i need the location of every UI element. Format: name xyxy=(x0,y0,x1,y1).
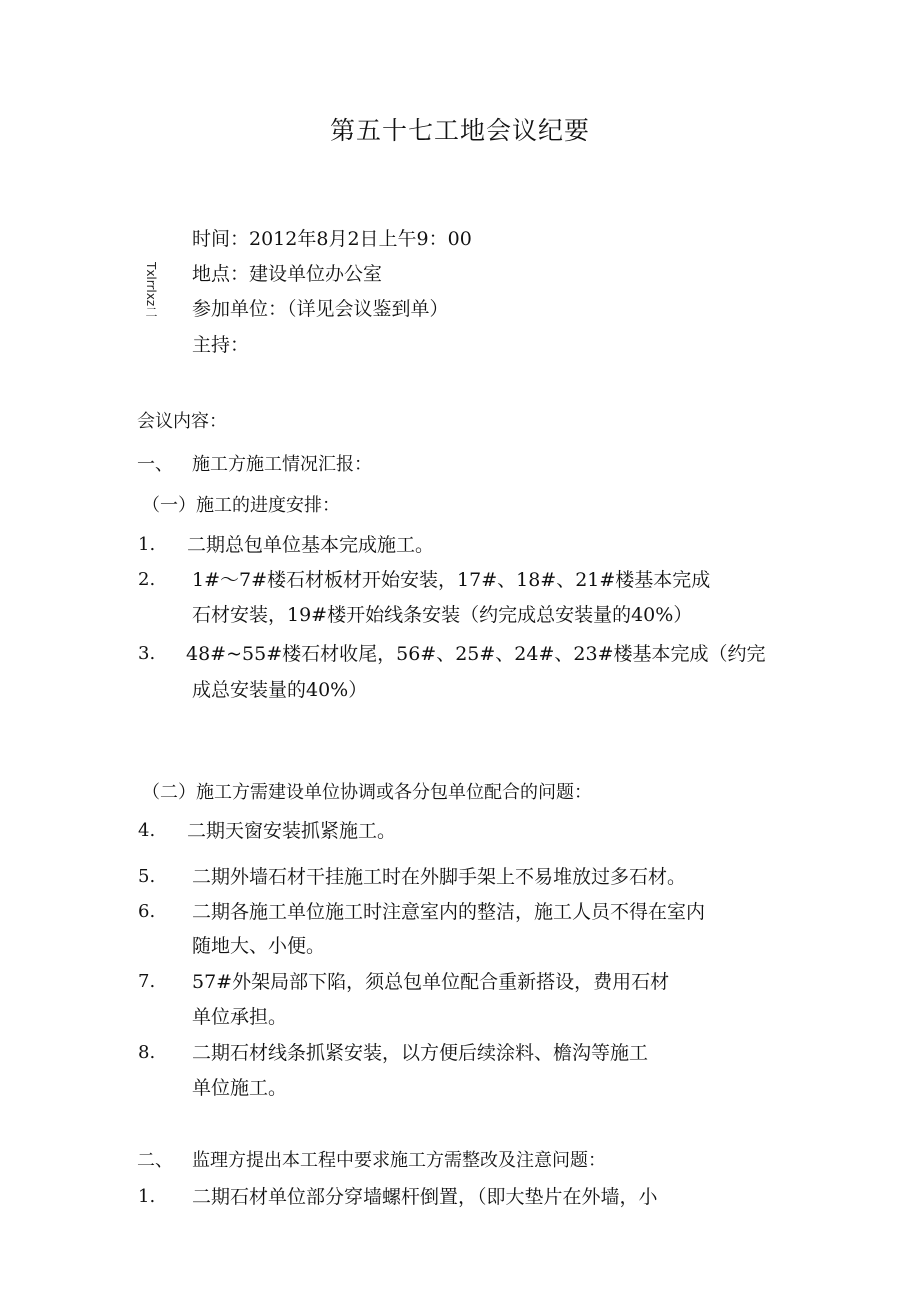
list-item-text: 石材安装，19#楼开始线条安装（约完成总安装量的40%） xyxy=(192,604,693,626)
list-item-number: 8. xyxy=(138,1042,156,1063)
list-item-number: 3. xyxy=(138,643,156,664)
list-item-number: 5. xyxy=(138,866,156,887)
meeting-time: 时间：2012年8月2日上午9：00 xyxy=(192,228,472,250)
subsection2-title: （二）施工方需建设单位协调或各分包单位配合的问题： xyxy=(142,782,592,803)
list-item-number: 1. xyxy=(138,1186,156,1207)
page-title: 第五十七工地会议纪要 xyxy=(329,116,590,145)
meeting-place: 地点：建设单位办公室 xyxy=(192,263,383,285)
list-item-number: 6. xyxy=(138,901,156,922)
list-item-text: 成总安装量的40%） xyxy=(192,679,368,701)
section1-number: 一、 xyxy=(137,454,173,475)
content-heading: 会议内容： xyxy=(137,411,227,432)
section1-title: 施工方施工情况汇报： xyxy=(192,454,372,475)
list-item-text: 1#～7#楼石材板材开始安装，17#、18#、21#楼基本完成 xyxy=(192,569,711,591)
list-item-text: 单位承担。 xyxy=(192,1006,288,1028)
list-item-number: 7. xyxy=(138,971,156,992)
list-item-text: 二期各施工单位施工时注意室内的整洁，施工人员不得在室内 xyxy=(192,901,706,923)
list-item-text: 二期天窗安装抓紧施工。 xyxy=(187,820,397,842)
list-item-number: 1. xyxy=(138,534,156,555)
meeting-attendees: 参加单位：（详见会议鉴到单） xyxy=(192,298,449,320)
subsection1-title: （一）施工的进度安排： xyxy=(142,495,340,516)
meeting-host: 主持： xyxy=(192,334,250,356)
section2-number: 二、 xyxy=(137,1150,173,1171)
list-item-text: 二期总包单位基本完成施工。 xyxy=(187,534,435,556)
list-item-number: 2. xyxy=(138,569,156,590)
list-item-text: 单位施工。 xyxy=(192,1077,288,1099)
section2-title: 监理方提出本工程中要求施工方需整改及注意问题： xyxy=(192,1150,606,1171)
list-item-text: 57#外架局部下陷，须总包单位配合重新搭设，费用石材 xyxy=(192,971,670,993)
list-item-text: 二期石材单位部分穿墙螺杆倒置，（即大垫片在外墙，小 xyxy=(192,1186,658,1208)
list-item-text: 随地大、小便。 xyxy=(192,935,326,957)
list-item-number: 4. xyxy=(138,820,156,841)
list-item-text: 二期石材线条抓紧安装，以方便后续涂料、檐沟等施工 xyxy=(192,1042,649,1064)
list-item-text: 二期外墙石材干挂施工时在外脚手架上不易堆放过多石材。 xyxy=(192,866,687,888)
list-item-text: 48#~55#楼石材收尾，56#、25#、24#、23#楼基本完成（约完 xyxy=(186,643,766,665)
margin-note: Txlrrlxz二 xyxy=(144,262,158,319)
